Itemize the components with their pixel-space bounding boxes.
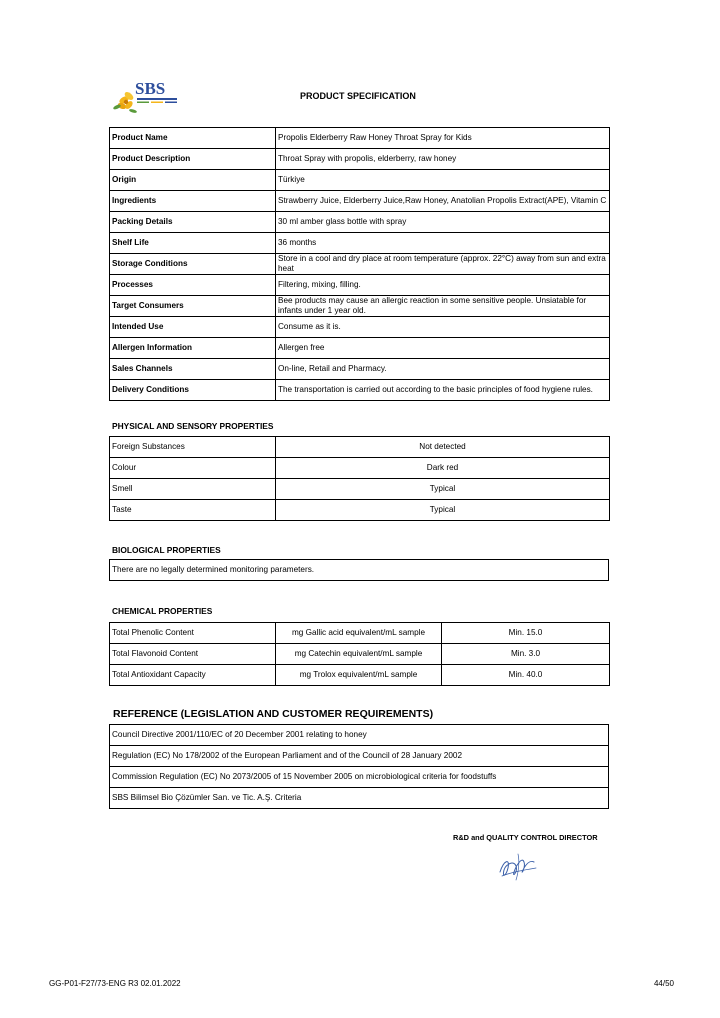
chemical-value: Min. 15.0	[442, 623, 610, 644]
field-label: Product Name	[110, 128, 276, 149]
field-value: Store in a cool and dry place at room temperature (approx. 22°C) away from sun and extra heat	[276, 254, 610, 275]
field-label: Sales Channels	[110, 359, 276, 380]
table-row	[110, 623, 610, 644]
director-title: R&D and QUALITY CONTROL DIRECTOR	[453, 833, 598, 842]
page-title: PRODUCT SPECIFICATION	[300, 91, 416, 101]
field-label: Allergen Information	[110, 338, 276, 359]
field-value: Propolis Elderberry Raw Honey Throat Spray for Kids	[276, 128, 610, 149]
field-label: Storage Conditions	[110, 254, 276, 275]
property-value: Typical	[276, 500, 610, 521]
sbs-logo	[113, 76, 185, 116]
chemical-value: Min. 40.0	[442, 665, 610, 686]
chemical-unit: mg Catechin equivalent/mL sample	[276, 644, 442, 665]
property-value: Typical	[276, 479, 610, 500]
field-value: The transportation is carried out according to the basic principles of food hygiene rules.	[276, 380, 610, 401]
physical-section-title: PHYSICAL AND SENSORY PROPERTIES	[112, 421, 274, 431]
table-row	[110, 458, 610, 479]
property-label: Foreign Substances	[110, 437, 276, 458]
field-label: Product Description	[110, 149, 276, 170]
field-label: Processes	[110, 275, 276, 296]
biological-properties-table	[109, 559, 609, 581]
chemical-value: Min. 3.0	[442, 644, 610, 665]
table-row	[110, 500, 610, 521]
table-row	[110, 191, 610, 212]
table-row	[110, 338, 610, 359]
table-row	[110, 170, 610, 191]
table-row	[110, 233, 610, 254]
table-row	[110, 560, 609, 581]
property-value: Not detected	[276, 437, 610, 458]
reference-item: Council Directive 2001/110/EC of 20 December 2001 relating to honey	[110, 725, 609, 746]
field-value: Throat Spray with propolis, elderberry, raw honey	[276, 149, 610, 170]
chemical-property: Total Phenolic Content	[110, 623, 276, 644]
table-row	[110, 212, 610, 233]
signature-icon	[496, 850, 540, 884]
logo-text: SBS	[135, 79, 166, 98]
biological-note: There are no legally determined monitoring parameters.	[110, 560, 609, 581]
biological-section-title: BIOLOGICAL PROPERTIES	[112, 545, 221, 555]
reference-table	[109, 724, 609, 809]
field-label: Delivery Conditions	[110, 380, 276, 401]
flower-icon	[113, 90, 137, 113]
table-row	[110, 725, 609, 746]
reference-item: Commission Regulation (EC) No 2073/2005 of 15 November 2005 on microbiological criteria for foodstuffs	[110, 767, 609, 788]
field-value: Allergen free	[276, 338, 610, 359]
field-value: Filtering, mixing, filling.	[276, 275, 610, 296]
field-value: Türkiye	[276, 170, 610, 191]
field-value: Consume as it is.	[276, 317, 610, 338]
field-value: 30 ml amber glass bottle with spray	[276, 212, 610, 233]
table-row	[110, 275, 610, 296]
footer-page-number: 44/50	[653, 979, 674, 988]
field-label: Target Consumers	[110, 296, 276, 317]
property-label: Colour	[110, 458, 276, 479]
footer-document-code: GG-P01-F27/73-ENG R3 02.01.2022	[49, 979, 181, 988]
table-row	[110, 788, 609, 809]
property-label: Smell	[110, 479, 276, 500]
table-row	[110, 359, 610, 380]
chemical-unit: mg Trolox equivalent/mL sample	[276, 665, 442, 686]
field-value: 36 months	[276, 233, 610, 254]
table-row	[110, 296, 610, 317]
table-row	[110, 746, 609, 767]
product-info-table	[109, 127, 610, 401]
table-row	[110, 254, 610, 275]
property-value: Dark red	[276, 458, 610, 479]
field-label: Intended Use	[110, 317, 276, 338]
reference-section-title: REFERENCE (LEGISLATION AND CUSTOMER REQUIREMENTS)	[113, 708, 434, 720]
field-value: On-line, Retail and Pharmacy.	[276, 359, 610, 380]
field-label: Shelf Life	[110, 233, 276, 254]
table-row	[110, 479, 610, 500]
reference-item: SBS Bilimsel Bio Çözümler San. ve Tic. A.Ş. Criteria	[110, 788, 609, 809]
chemical-unit: mg Gallic acid equivalent/mL sample	[276, 623, 442, 644]
field-value: Strawberry Juice, Elderberry Juice,Raw Honey, Anatolian Propolis Extract(APE), Vitamin C	[276, 191, 610, 212]
field-label: Origin	[110, 170, 276, 191]
chemical-properties-table	[109, 622, 610, 686]
reference-item: Regulation (EC) No 178/2002 of the European Parliament and of the Council of 28 January 2002	[110, 746, 609, 767]
chemical-property: Total Antioxidant Capacity	[110, 665, 276, 686]
table-row	[110, 437, 610, 458]
table-row	[110, 380, 610, 401]
table-row	[110, 149, 610, 170]
table-row	[110, 317, 610, 338]
table-row	[110, 767, 609, 788]
field-label: Ingredients	[110, 191, 276, 212]
field-label: Packing Details	[110, 212, 276, 233]
table-row	[110, 665, 610, 686]
table-row	[110, 128, 610, 149]
property-label: Taste	[110, 500, 276, 521]
field-value: Bee products may cause an allergic reaction in some sensitive people. Unsiatable for infants under 1 year old.	[276, 296, 610, 317]
chemical-property: Total Flavonoid Content	[110, 644, 276, 665]
chemical-section-title: CHEMICAL PROPERTIES	[112, 606, 213, 616]
table-row	[110, 644, 610, 665]
physical-properties-table	[109, 436, 610, 521]
